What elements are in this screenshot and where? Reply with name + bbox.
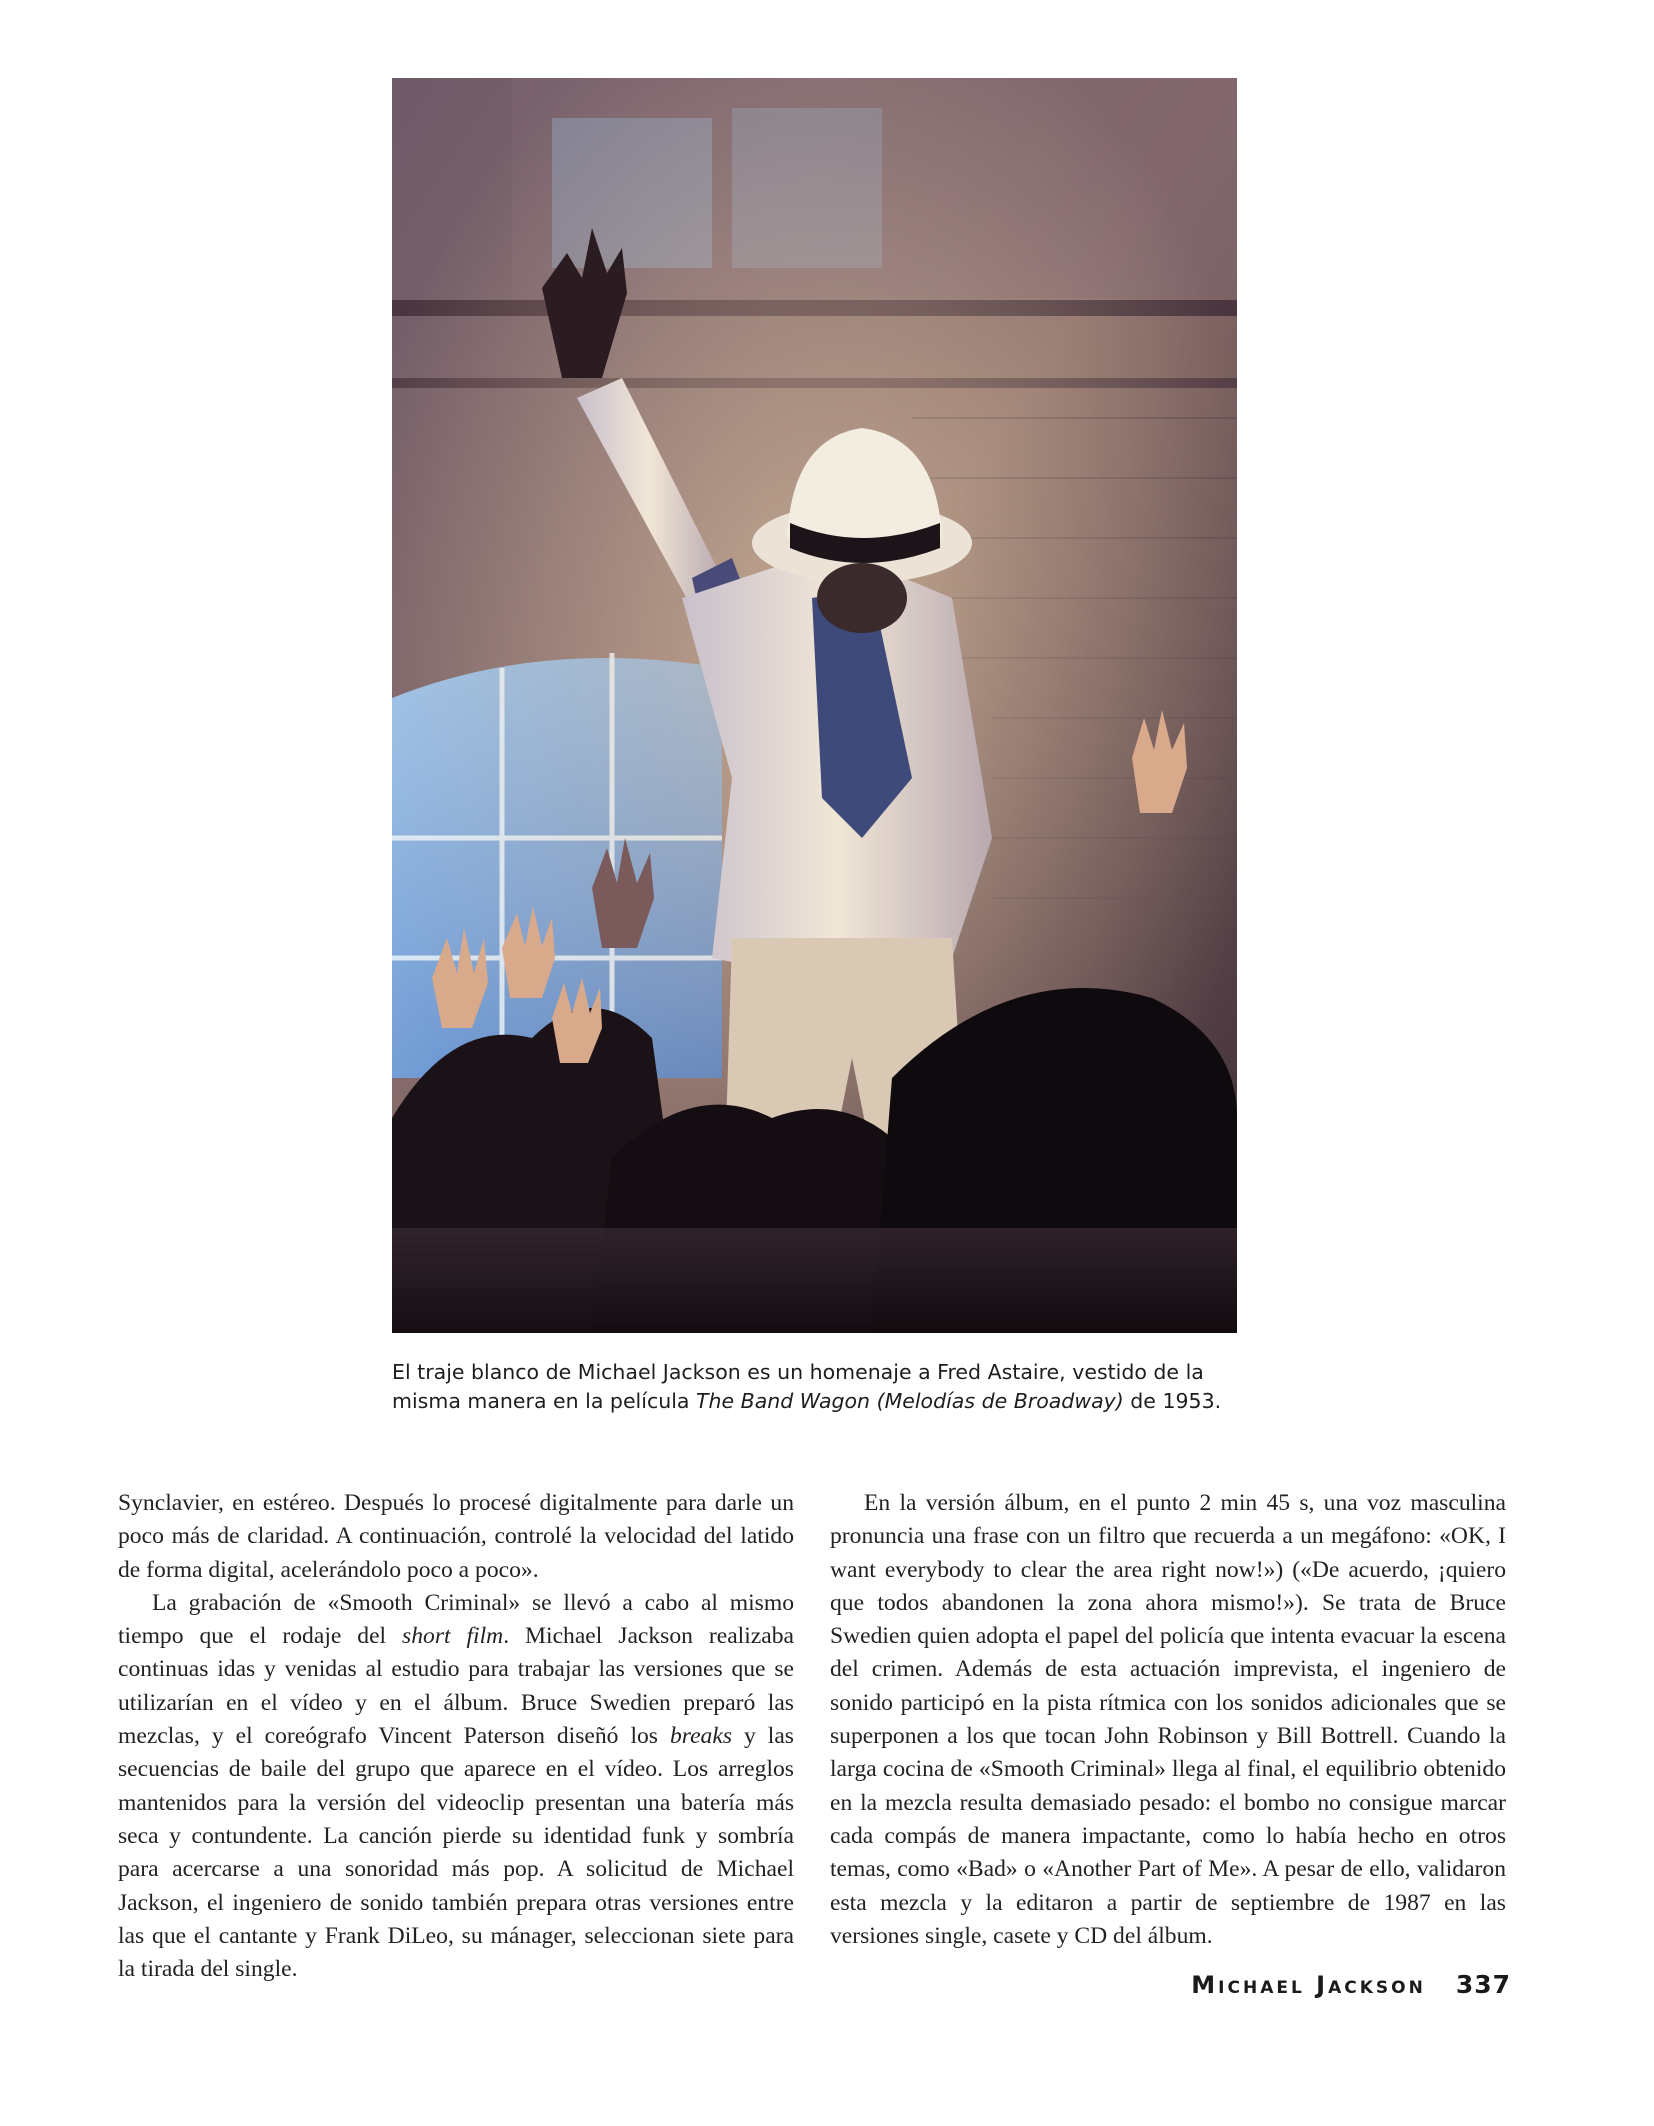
- left-p2-text-e: y las secuencias de baile del grupo que aparece en el vídeo. Los arreglos mantenidos para la versión del videoclip presentan una batería más seca y contundente. La canción pierde su identidad funk y sombría para acercarse a una sonoridad más pop. A solicitud de Michael Jackson, el ingeniero de sonido también prepara otras versiones entre las que el cantante y Frank DiLeo, su mánager, seleccionan siete para la tirada del single.: [118, 1723, 794, 1983]
- left-column: [118, 1487, 794, 1986]
- caption-line-1: El traje blanco de Michael Jackson es un homenaje a Fred Astaire, vestido de la: [392, 1360, 1204, 1384]
- left-p2-text-c: . Michael Jackson realizaba continuas idas y venidas al estudio para trabajar las versiones que se utilizarían en el vídeo y en el álbum. Bruce Swedien preparó las mezclas, y el coreógrafo Vincent Paterson diseñó los: [118, 1623, 795, 1750]
- page-number: 337: [1455, 1970, 1511, 1999]
- photo-caption: [392, 1358, 1237, 1416]
- right-column: [830, 1487, 1506, 1953]
- left-paragraph-1: Synclavier, en estéreo. Después lo procesé digitalmente para darle un poco más de claridad. A continuación, controlé la velocidad del latido de forma digital, acelerándolo poco a poco».: [118, 1490, 794, 1583]
- running-head: Michael Jackson: [1191, 1971, 1426, 1999]
- left-p2-text-a: La grabación de «Smooth Criminal» se llevó a cabo al mismo tiempo que el rodaje del: [118, 1589, 794, 1650]
- left-p2-short-film: short film: [402, 1623, 504, 1650]
- caption-line-2-start: misma manera en la película: [392, 1389, 696, 1413]
- page-footer: [1191, 1970, 1511, 1999]
- photo: [392, 78, 1237, 1333]
- photo-illustration: [392, 78, 1237, 1333]
- caption-line-2-end: de 1953.: [1123, 1389, 1222, 1413]
- left-p2-breaks: breaks: [669, 1723, 733, 1750]
- caption-film-title: The Band Wagon (Melodías de Broadway): [696, 1389, 1124, 1413]
- right-paragraph-1: En la versión álbum, en el punto 2 min 45 s, una voz masculina pronuncia una frase con un filtro que recuerda a un megáfono: «OK, I want everybody to clear the area right now!») («De acuerdo, ¡quiero que todos abandonen la zona ahora mismo!»). Se trata de Bruce Swedien quien adopta el papel del policía que intenta evacuar la escena del crimen. Además de esta actuación imprevista, el ingeniero de sonido participó en la pista rítmica con los sonidos adicionales que se superponen a los que tocan John Robinson y Bill Bottrell. Cuando la larga cocina de «Smooth Criminal» llega al final, el equilibrio obtenido en la mezcla resulta demasiado pesado: el bombo no consigue marcar cada compás de manera impactante, como lo había hecho en otros temas, como «Bad» o «Another Part of Me». A pesar de ello, validaron esta mezcla y la editaron a partir de septiembre de 1987 en las versiones single, casete y CD del álbum.: [830, 1490, 1506, 1949]
- left-paragraph-2: [118, 1587, 794, 1987]
